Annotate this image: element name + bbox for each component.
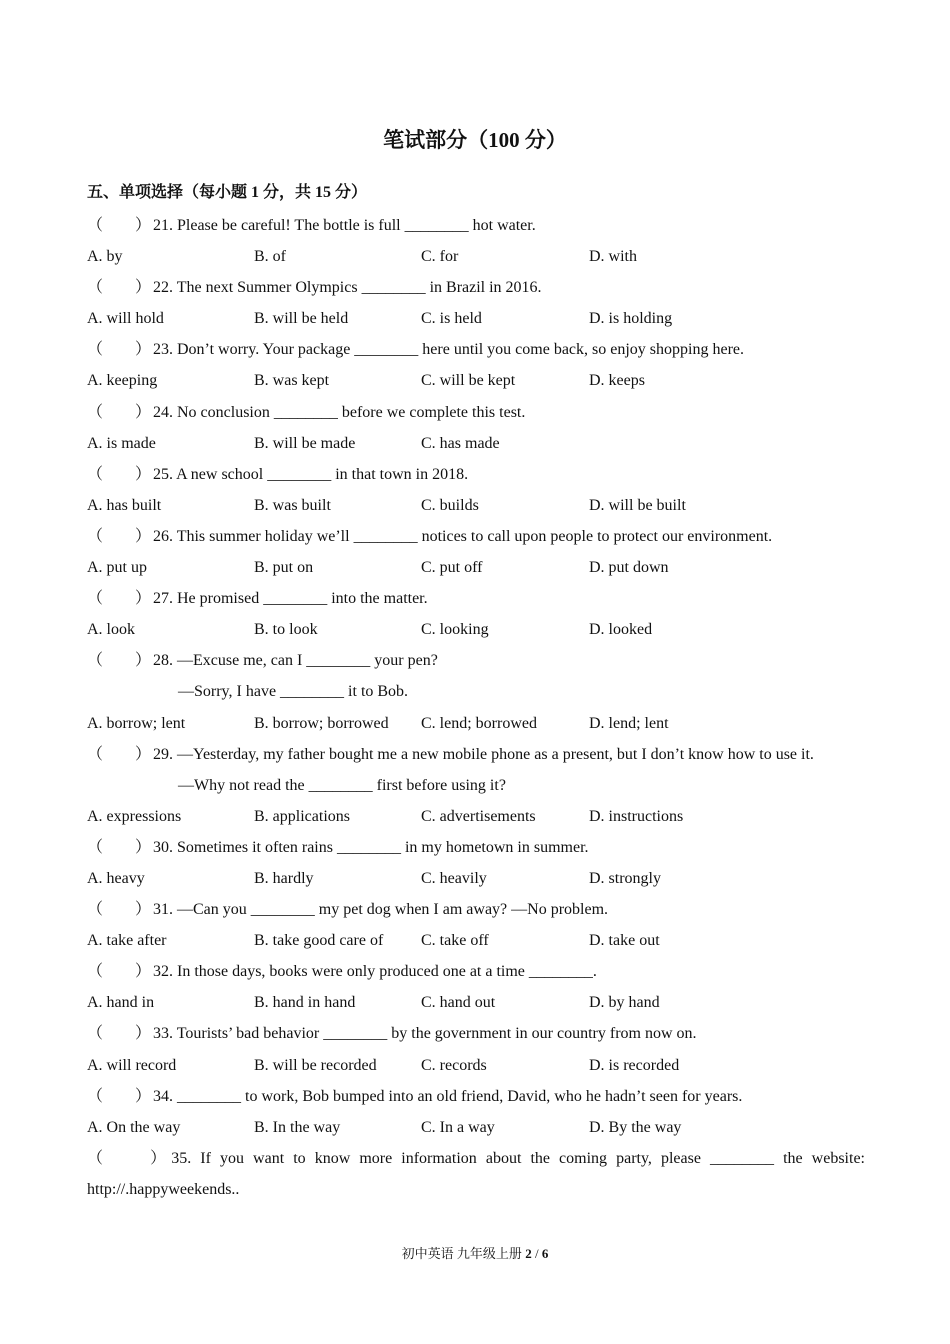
question-text: 31. —Can you ________ my pet dog when I am away? —No problem.	[153, 901, 609, 919]
option-a: A. look	[87, 621, 135, 639]
question-stem	[87, 956, 865, 987]
question-text: 27. He promised ________ into the matter.	[153, 590, 428, 608]
options-row	[87, 863, 865, 894]
question-continuation: http://.happyweekends..	[87, 1180, 240, 1198]
answer-paren[interactable]: （ ）	[87, 838, 152, 856]
option-d: D. put down	[589, 559, 669, 577]
option-d: D. looked	[589, 621, 653, 639]
answer-paren[interactable]: （ ）	[87, 217, 152, 234]
footer-sep: /	[534, 1246, 539, 1261]
options-row	[87, 365, 865, 396]
option-c: C. heavily	[421, 869, 487, 887]
options-row	[87, 428, 865, 459]
question-text: 28. —Excuse me, can I ________ your pen?	[153, 652, 438, 670]
option-a: A. keeping	[87, 372, 158, 390]
answer-paren[interactable]: （ ）	[87, 901, 152, 919]
options-row	[87, 801, 865, 832]
option-b: B. applications	[254, 807, 350, 825]
option-b: B. In the way	[254, 1118, 341, 1136]
option-b: B. was kept	[254, 372, 330, 390]
options-row	[87, 614, 865, 645]
question-stem	[87, 832, 865, 863]
question-list	[87, 210, 865, 1205]
option-c: C. looking	[421, 621, 489, 639]
option-d: D. by hand	[589, 994, 660, 1012]
options-row	[87, 925, 865, 956]
option-d: D. By the way	[589, 1118, 682, 1136]
question-stem	[87, 521, 865, 552]
question-text: 22. The next Summer Olympics ________ in Brazil in 2016.	[153, 279, 542, 297]
option-a: A. On the way	[87, 1118, 181, 1136]
question-text: 26. This summer holiday we’ll ________ notices to call upon people to protect our environment.	[153, 527, 773, 545]
option-b: B. will be recorded	[254, 1056, 377, 1074]
option-b: B. of	[254, 248, 286, 266]
footer-page: 2	[525, 1246, 532, 1261]
answer-paren[interactable]: （ ）	[87, 745, 152, 763]
option-a: A. expressions	[87, 807, 182, 825]
options-row	[87, 1112, 865, 1143]
answer-paren[interactable]: （ ）	[87, 1149, 172, 1167]
option-c: C. is held	[421, 310, 482, 328]
answer-paren[interactable]: （ ）	[87, 341, 152, 359]
options-row	[87, 303, 865, 334]
option-b: B. take good care of	[254, 932, 384, 950]
options-row	[87, 1050, 865, 1081]
option-a: A. will hold	[87, 310, 164, 328]
option-a: A. by	[87, 248, 123, 266]
answer-paren[interactable]: （ ）	[87, 963, 152, 981]
option-a: A. has built	[87, 496, 162, 514]
page-footer	[0, 1244, 950, 1264]
option-b: B. will be made	[254, 434, 356, 452]
section-heading: 五、单项选择（每小题 1 分，共 15 分）	[87, 184, 368, 201]
option-a: A. hand in	[87, 994, 155, 1012]
option-c: C. records	[421, 1056, 487, 1074]
option-b: B. borrow; borrowed	[254, 714, 389, 732]
answer-paren[interactable]: （ ）	[87, 527, 152, 545]
answer-paren[interactable]: （ ）	[87, 279, 152, 297]
question-stem	[87, 645, 865, 676]
question-stem	[87, 1143, 865, 1174]
option-c: C. will be kept	[421, 372, 516, 390]
question-text: 21. Please be careful! The bottle is full ________ hot water.	[153, 217, 536, 234]
option-d: D. keeps	[589, 372, 645, 390]
option-b: B. was built	[254, 496, 331, 514]
options-row	[87, 490, 865, 521]
option-c: C. take off	[421, 932, 489, 950]
question-text: 32. In those days, books were only produced one at a time ________.	[153, 963, 597, 981]
option-d: D. will be built	[589, 496, 686, 514]
question-stem	[87, 272, 865, 303]
option-b: B. put on	[254, 559, 314, 577]
page-title: 笔试部分（100 分）	[383, 128, 567, 152]
question-stem	[87, 1081, 865, 1112]
option-b: B. to look	[254, 621, 318, 639]
option-d: D. strongly	[589, 869, 661, 887]
option-d: D. is holding	[589, 310, 673, 328]
option-a: A. put up	[87, 559, 147, 577]
question-text: 34. ________ to work, Bob bumped into an old friend, David, who he hadn’t seen for years.	[153, 1087, 743, 1105]
options-row	[87, 552, 865, 583]
options-row	[87, 708, 865, 739]
option-c: C. has made	[421, 434, 500, 452]
question-text: 24. No conclusion ________ before we complete this test.	[153, 403, 526, 421]
question-text: 23. Don’t worry. Your package ________ here until you come back, so enjoy shopping here.	[153, 341, 744, 359]
option-c: C. advertisements	[421, 807, 536, 825]
option-a: A. take after	[87, 932, 167, 950]
answer-paren[interactable]: （ ）	[87, 652, 152, 670]
option-b: B. will be held	[254, 310, 349, 328]
option-d: D. take out	[589, 932, 660, 950]
question-stem	[87, 894, 865, 925]
question-subline: —Why not read the ________ first before using it?	[178, 776, 506, 794]
option-c: C. for	[421, 248, 459, 266]
option-b: B. hardly	[254, 869, 314, 887]
answer-paren[interactable]: （ ）	[87, 403, 152, 421]
question-text: 33. Tourists’ bad behavior ________ by the government in our country from now on.	[153, 1025, 697, 1043]
answer-paren[interactable]: （ ）	[87, 1087, 152, 1105]
option-a: A. borrow; lent	[87, 714, 186, 732]
option-d: D. is recorded	[589, 1056, 680, 1074]
question-stem	[87, 739, 865, 770]
question-stem	[87, 397, 865, 428]
option-a: A. will record	[87, 1056, 177, 1074]
question-text: 29. —Yesterday, my father bought me a new mobile phone as a present, but I don’t know how to use it.	[153, 745, 814, 763]
option-b: B. hand in hand	[254, 994, 356, 1012]
question-stem	[87, 334, 865, 365]
question-stem	[87, 459, 865, 490]
question-stem	[87, 583, 865, 614]
option-d: D. instructions	[589, 807, 684, 825]
question-text: 25. A new school ________ in that town in 2018.	[153, 465, 469, 483]
option-c: C. lend; borrowed	[421, 714, 537, 732]
option-c: C. builds	[421, 496, 479, 514]
answer-paren[interactable]: （ ）	[87, 1025, 152, 1043]
question-subline: —Sorry, I have ________ it to Bob.	[178, 683, 409, 701]
footer-total: 6	[541, 1246, 549, 1261]
options-row	[87, 987, 865, 1018]
footer-text: 初中英语 九年级上册	[401, 1246, 522, 1261]
question-stem	[87, 210, 865, 241]
option-c: C. hand out	[421, 994, 496, 1012]
option-d: D. with	[589, 248, 637, 266]
option-a: A. is made	[87, 434, 156, 452]
question-text: 35. If you want to know more information about the coming party, please ________ the website:	[171, 1149, 865, 1167]
option-a: A. heavy	[87, 869, 145, 887]
option-c: C. put off	[421, 559, 483, 577]
question-stem	[87, 1018, 865, 1049]
option-c: C. In a way	[421, 1118, 495, 1136]
options-row	[87, 241, 865, 272]
answer-paren[interactable]: （ ）	[87, 590, 152, 608]
answer-paren[interactable]: （ ）	[87, 465, 152, 483]
question-text: 30. Sometimes it often rains ________ in my hometown in summer.	[153, 838, 589, 856]
option-d: D. lend; lent	[589, 714, 669, 732]
